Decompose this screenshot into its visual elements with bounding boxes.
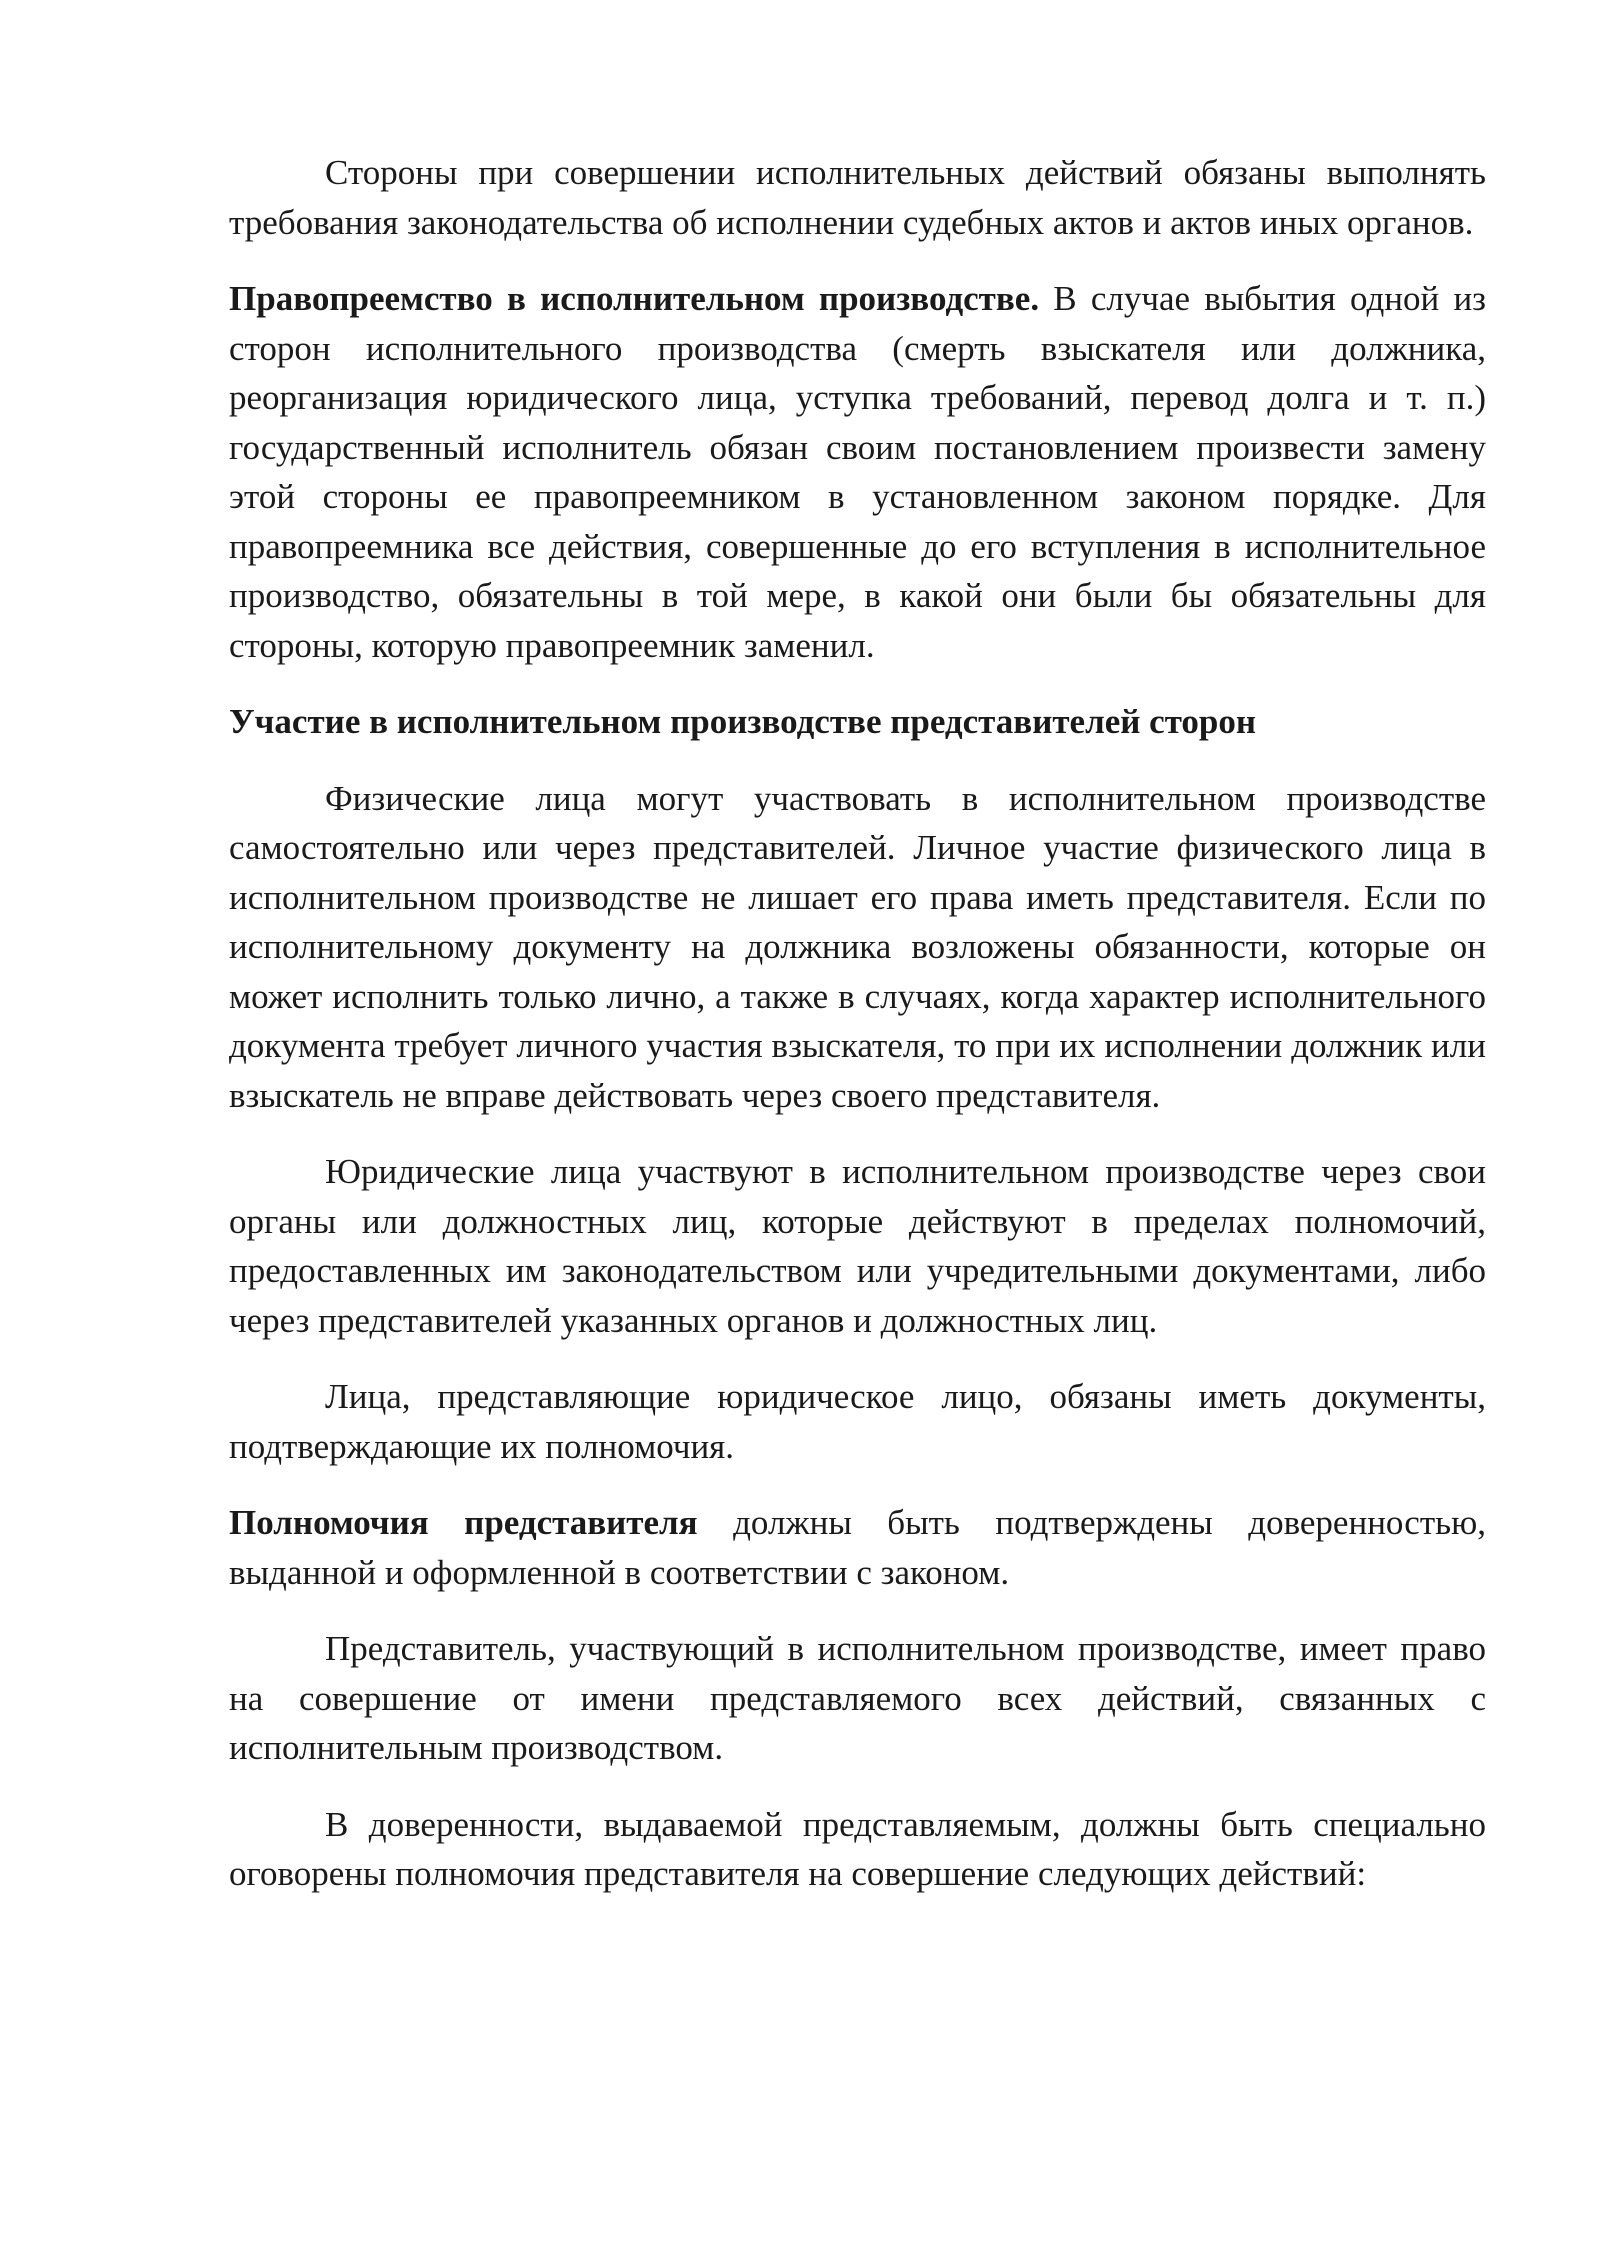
representative-powers-text: должны быть подтверждены доверенностью, выданной и оформленной в соответствии с законом. [229, 1503, 1486, 1592]
heading-representatives-participation: Участие в исполнительном производстве представителей сторон [229, 702, 1257, 741]
paragraph-authority-documents: Лица, представляющие юридическое лицо, обязаны иметь документы, подтверждающие их полномочия. [229, 1377, 1486, 1466]
document-page [229, 148, 1486, 1926]
paragraph-power-of-attorney: В доверенности, выдаваемой представляемым, должны быть специально оговорены полномочия представителя на совершение следующих действий: [229, 1804, 1486, 1893]
paragraph-representative-rights: Представитель, участвующий в исполнительном производстве, имеет право на совершение от имени представляемого всех действий, связанных с исполнительным производством. [229, 1629, 1486, 1767]
paragraph-legal-entities: Юридические лица участвуют в исполнительном производстве через свои органы или должностных лиц, которые действуют в пределах полномочий, предоставленных им законодательством или учредительными документами, либо через представителей указанных органов и должностных лиц. [229, 1152, 1486, 1340]
succession-text: В случае выбытия одной из сторон исполнительного производства (смерть взыскателя или должника, реорганизация юридического лица, уступка требований, перевод долга и т. п.) государственный исполнитель обязан своим постановлением произвести замену этой стороны ее правопреемником в установленном законом порядке. Для правопреемника все действия, совершенные до его вступления в исполнительное производство, обязательны в той мере, в какой они были бы обязательны для стороны, которую правопреемник заменил. [229, 279, 1487, 665]
paragraph-individuals: Физические лица могут участвовать в исполнительном производстве самостоятельно или через представителей. Личное участие физического лица в исполнительном производстве не лишает его права иметь представителя. Если по исполнительному документу на должника возложены обязанности, которые он может исполнить только лично, а также в случаях, когда характер исполнительного документа требует личного участия взыскателя, то при их исполнении должник или взыскатель не вправе действовать через своего представителя. [229, 778, 1486, 1115]
paragraph-succession [229, 274, 1486, 670]
paragraph-representative-powers [229, 1498, 1486, 1597]
paragraph-parties-obligations: Стороны при совершении исполнительных действий обязаны выполнять требования законодательства об исполнении судебных актов и актов иных органов. [229, 153, 1486, 242]
representative-powers-heading: Полномочия представителя [229, 1503, 698, 1542]
succession-heading: Правопреемство в исполнительном производстве. [229, 279, 1040, 318]
